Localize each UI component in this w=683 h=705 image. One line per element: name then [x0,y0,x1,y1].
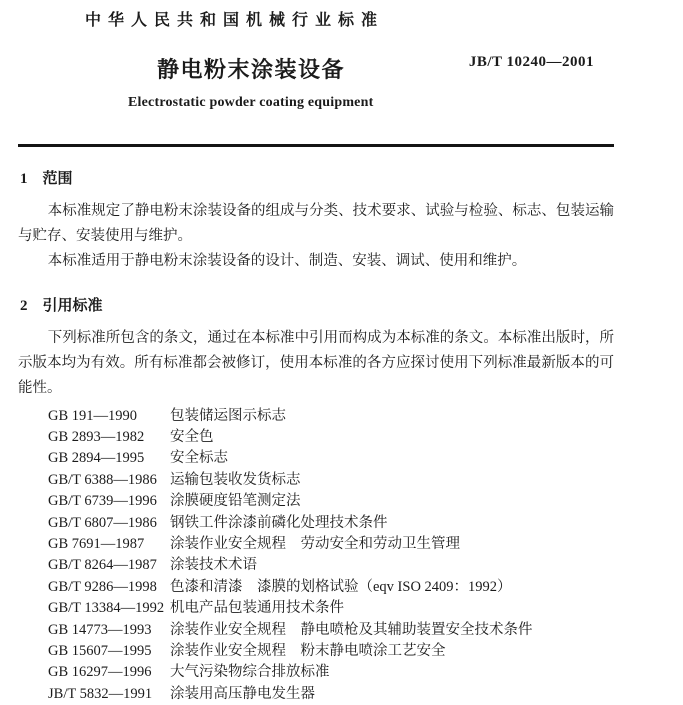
section-title: 范围 [43,171,73,187]
referenced-standard-row [48,620,614,641]
document-body [18,171,614,705]
referenced-standard-row [48,534,614,555]
references-intro-paragraph: 下列标准所包含的条文，通过在本标准中引用而构成为本标准的条文。本标准出版时，所示版本均为有效。所有标准都会被修订，使用本标准的各方应探讨使用下列标准最新版本的可能性。 [18,326,614,401]
section-number: 2 [20,298,28,314]
standard-code: GB 191—1990 [48,406,170,427]
standard-title: 钢铁工件涂漆前磷化处理技术条件 [170,513,388,534]
standard-title: 运输包装收发货标志 [170,470,301,491]
standard-title: 涂装作业安全规程 粉末静电喷涂工艺安全 [170,641,446,662]
document-title-cn: 静电粉末涂装设备 [157,55,345,85]
document-title-en: Electrostatic powder coating equipment [128,95,614,111]
scope-paragraph-1: 本标准规定了静电粉末涂装设备的组成与分类、技术要求、试验与检验、标志、包装运输与贮存、安装使用与维护。 [18,199,614,249]
referenced-standard-row [48,577,614,598]
standard-number: JB/T 10240—2001 [469,54,594,71]
section-references-heading [20,298,614,314]
document-header [18,7,614,147]
standard-title: 安全标志 [170,448,228,469]
referenced-standard-row [48,555,614,576]
standard-code: GB 15607—1995 [48,641,170,662]
section-referenced-standards [18,298,614,705]
standard-code: GB 14773—1993 [48,620,170,641]
standard-document-page [0,7,683,646]
standard-title: 涂装技术术语 [170,555,257,576]
standard-title: 色漆和清漆 漆膜的划格试验（eqv ISO 2409：1992） [170,577,512,598]
standard-title: 包装储运图示标志 [170,406,286,427]
title-row [18,55,614,85]
referenced-standard-row [48,427,614,448]
standard-code: GB/T 6807—1986 [48,513,170,534]
referenced-standards-list [18,406,614,705]
referenced-standard-row [48,448,614,469]
standard-title: 涂装作业安全规程 静电喷枪及其辅助装置安全技术条件 [170,620,533,641]
standard-title: 安全色 [170,427,214,448]
section-scope-heading [20,171,614,187]
referenced-standard-row [48,641,614,662]
section-title: 引用标准 [43,298,103,314]
referenced-standard-row [48,598,614,619]
standard-title: 涂装作业安全规程 劳动安全和劳动卫生管理 [170,534,460,555]
referenced-standard-row [48,491,614,512]
standard-title: 机电产品包装通用技术条件 [170,598,344,619]
standard-title: 涂装用高压静电发生器 [170,684,315,705]
scope-paragraph-2: 本标准适用于静电粉末涂装设备的设计、制造、安装、调试、使用和维护。 [18,249,614,274]
standard-title: 涂膜硬度铅笔测定法 [170,491,301,512]
standard-code: GB/T 6388—1986 [48,470,170,491]
section-number: 1 [20,171,28,187]
standard-code: GB/T 6739—1996 [48,491,170,512]
standard-code: GB/T 13384—1992 [48,598,170,619]
standard-code: GB 2894—1995 [48,448,170,469]
referenced-standard-row [48,406,614,427]
standard-category-line: 中华人民共和国机械行业标准 [85,7,614,30]
standard-code: GB 7691—1987 [48,534,170,555]
standard-code: GB 2893—1982 [48,427,170,448]
referenced-standard-row [48,513,614,534]
standard-title: 大气污染物综合排放标准 [170,662,330,683]
standard-code: GB 16297—1996 [48,662,170,683]
header-divider-rule [18,144,614,147]
referenced-standard-row [48,662,614,683]
referenced-standard-row [48,684,614,705]
document-content [18,7,614,705]
referenced-standard-row [48,470,614,491]
standard-code: GB/T 9286—1998 [48,577,170,598]
standard-code: GB/T 8264—1987 [48,555,170,576]
standard-code: JB/T 5832—1991 [48,684,170,705]
section-scope [18,171,614,274]
